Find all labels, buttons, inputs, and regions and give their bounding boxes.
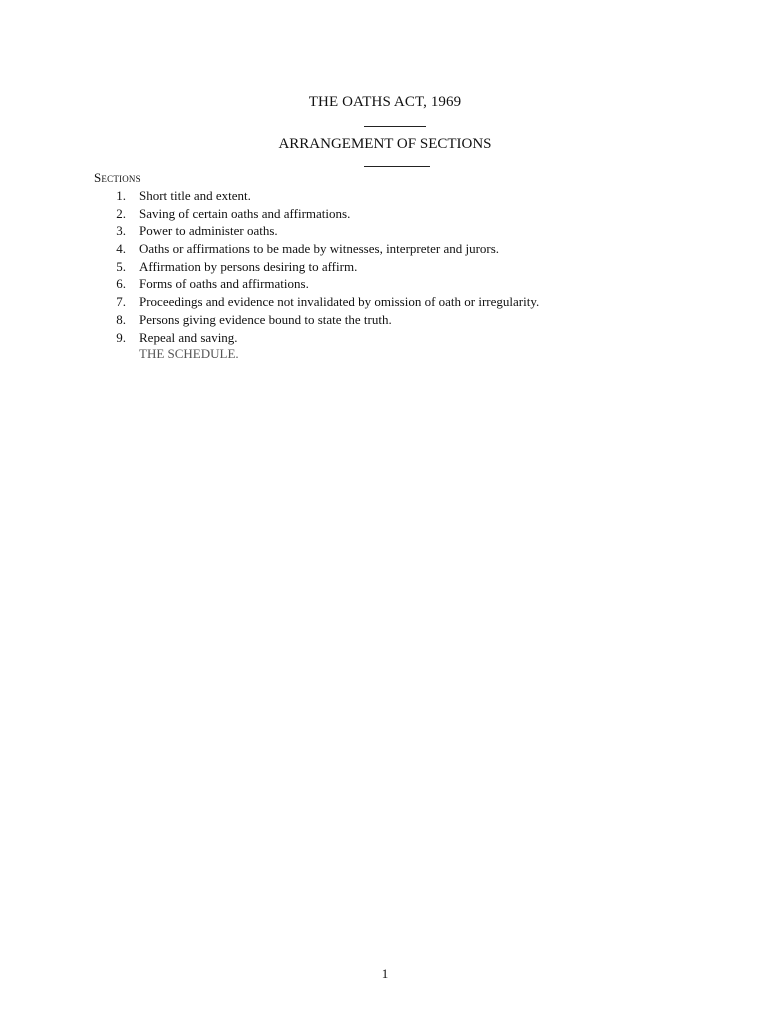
section-title: Proceedings and evidence not invalidated by omission of oath or irregularity.: [139, 294, 540, 310]
section-number: 2.: [116, 205, 126, 221]
section-item: [94, 187, 694, 205]
section-number: 4.: [116, 241, 126, 257]
sections-list: [94, 187, 694, 346]
section-number: 8.: [116, 311, 126, 327]
section-number: 3.: [116, 223, 126, 239]
section-number: 6.: [116, 276, 126, 292]
section-title: Affirmation by persons desiring to affirm.: [139, 258, 358, 274]
section-item: [94, 240, 694, 258]
section-title: Persons giving evidence bound to state the truth.: [139, 311, 392, 327]
section-item: [94, 311, 694, 329]
section-number: 5.: [116, 258, 126, 274]
section-item: [94, 258, 694, 276]
section-title: Oaths or affirmations to be made by witnesses, interpreter and jurors.: [139, 241, 500, 257]
title-divider: [364, 126, 426, 127]
sections-label: Sections: [94, 170, 141, 185]
section-item: [94, 329, 694, 347]
section-item: [94, 275, 694, 293]
section-item: [94, 222, 694, 240]
section-title: Forms of oaths and affirmations.: [139, 276, 309, 292]
section-number: 7.: [116, 294, 126, 310]
section-title: Short title and extent.: [139, 188, 251, 203]
section-title: Power to administer oaths.: [139, 223, 278, 239]
page-number: 1: [381, 966, 389, 981]
section-number: 9.: [116, 329, 126, 345]
subtitle-divider: [364, 166, 430, 167]
section-item: [94, 293, 694, 311]
section-item: [94, 205, 694, 223]
section-title: Saving of certain oaths and affirmations.: [139, 205, 351, 221]
schedule-entry: THE SCHEDULE.: [139, 346, 239, 361]
section-title: Repeal and saving.: [139, 329, 238, 345]
section-number: 1.: [116, 188, 126, 203]
act-title: THE OATHS ACT, 1969: [308, 94, 462, 110]
arrangement-heading: ARRANGEMENT OF SECTIONS: [278, 136, 492, 152]
